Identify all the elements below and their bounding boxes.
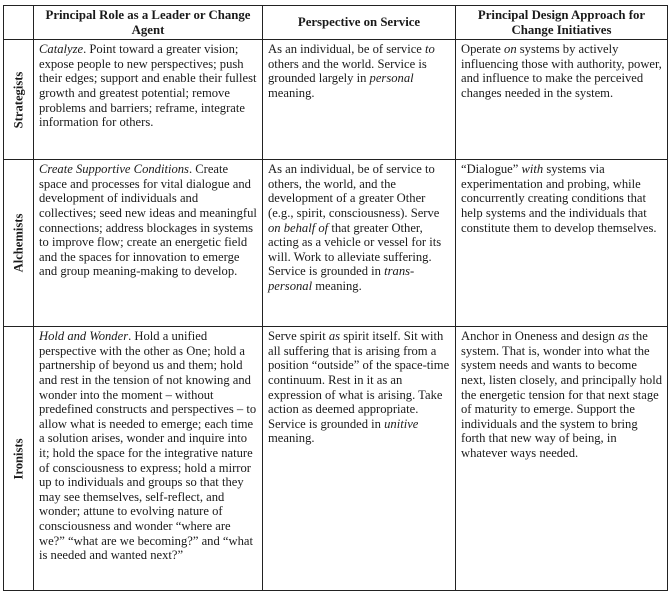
- service-emphasis: to: [425, 42, 435, 57]
- role-lead: Create Supportive Conditions: [39, 162, 189, 177]
- design-text: systems by actively influencing those with authority, power, and influence to make the perceived changes needed in the system.: [461, 42, 662, 100]
- table-row-alchemists: [4, 160, 668, 327]
- design-text: the system. That is, wonder into what the system needs and wants to become next, listen closely, and principally hold the energetic tension for that next stage of maturity to emerge. Support the individuals and the system to bring forth that new way of being, in whatever ways needed.: [461, 329, 662, 460]
- table-row-ironists: [4, 327, 668, 591]
- row-label: Alchemists: [11, 213, 26, 273]
- design-emphasis: with: [521, 162, 544, 177]
- header-service: Perspective on Service: [263, 6, 456, 40]
- service-text: spirit itself. Sit with all suffering that is arising from a position “outside” of the space-time continuum. Rest in it as an expression of what is arising. Take action as deemed appropriate. Service is grounded in: [268, 329, 450, 431]
- service-text: Serve spirit: [268, 329, 329, 344]
- role-lead: Hold and Wonder: [39, 329, 129, 344]
- service-cell: [263, 327, 456, 591]
- design-text: systems via experimentation and probing, while concurrently creating conditions that help systems and the individuals that constitute them to develop themselves.: [461, 162, 657, 235]
- role-cell: [34, 40, 263, 160]
- service-emphasis: on behalf of: [268, 220, 329, 235]
- service-text: meaning.: [312, 278, 362, 293]
- role-cell: [34, 160, 263, 327]
- design-text: Operate: [461, 42, 505, 57]
- service-text: that greater Other, acting as a vehicle or vessel for its will. Work to alleviate suffering. Service is grounded in: [268, 220, 442, 279]
- service-cell: [263, 40, 456, 160]
- service-cell: [263, 160, 456, 327]
- design-text: “Dialogue”: [461, 162, 522, 177]
- role-cell: [34, 327, 263, 591]
- role-text: . Point toward a greater vision; expose people to new perspectives; push their edges; support and enable their fullest growth and greatest potential; remove problems and barriers; reframe, integrate information for others.: [39, 42, 257, 130]
- header-corner: [4, 6, 34, 40]
- service-text: others and the world. Service is grounded largely in: [268, 56, 427, 86]
- service-emphasis: as: [328, 329, 341, 344]
- service-emphasis: unitive: [384, 416, 419, 431]
- role-lead: Catalyze: [39, 42, 84, 57]
- design-cell: [456, 40, 668, 160]
- row-label-cell: [4, 40, 34, 160]
- row-label: Strategists: [11, 71, 26, 129]
- design-text: Anchor in Oneness and design: [461, 329, 619, 344]
- leadership-table: [3, 5, 668, 591]
- header-role: Principal Role as a Leader or Change Agent: [34, 6, 263, 40]
- service-emphasis: personal: [369, 71, 414, 86]
- role-text: . Create space and processes for vital dialogue and development of individuals and collectives; seed new ideas and meaningful connections; address blockages in systems to improve flow; create an energetic field and the spaces for innovation to emerge and group meaning-making to develop.: [39, 162, 257, 279]
- design-emphasis: as: [618, 329, 630, 344]
- service-emphasis: trans-personal: [268, 264, 415, 293]
- service-text: meaning.: [268, 431, 315, 446]
- design-emphasis: on: [504, 42, 517, 57]
- header-row: [4, 6, 668, 40]
- design-cell: [456, 160, 668, 327]
- service-text: meaning.: [268, 85, 315, 100]
- table-row-strategists: [4, 40, 668, 160]
- header-design: Principal Design Approach for Change Initiatives: [456, 6, 668, 40]
- design-cell: [456, 327, 668, 591]
- service-text: As an individual, be of service to others, the world, and the development of a greater Other (e.g., spirit, consciousness). Serve: [268, 162, 440, 220]
- row-label-cell: [4, 160, 34, 327]
- service-text: As an individual, be of service: [268, 42, 426, 57]
- row-label-cell: [4, 327, 34, 591]
- row-label: Ironists: [11, 438, 26, 480]
- role-text: . Hold a unified perspective with the other as One; hold a partnership of beyond us and them; hold and rest in the tension of not knowing and wonder into the moment – without predefined constructs and perspectives – to allow what is needed to emerge; each time a solution arises, wonder and inquire into it; hold the space for the integrative nature of consciousness to express; hold a mirror up to individuals and groups so that they may see themselves, self-reflect, and wonder; attune to evolving nature of consciousness and wonder “where are we?” “what are we becoming?” and “what is needed and wanted next?”: [39, 329, 257, 563]
